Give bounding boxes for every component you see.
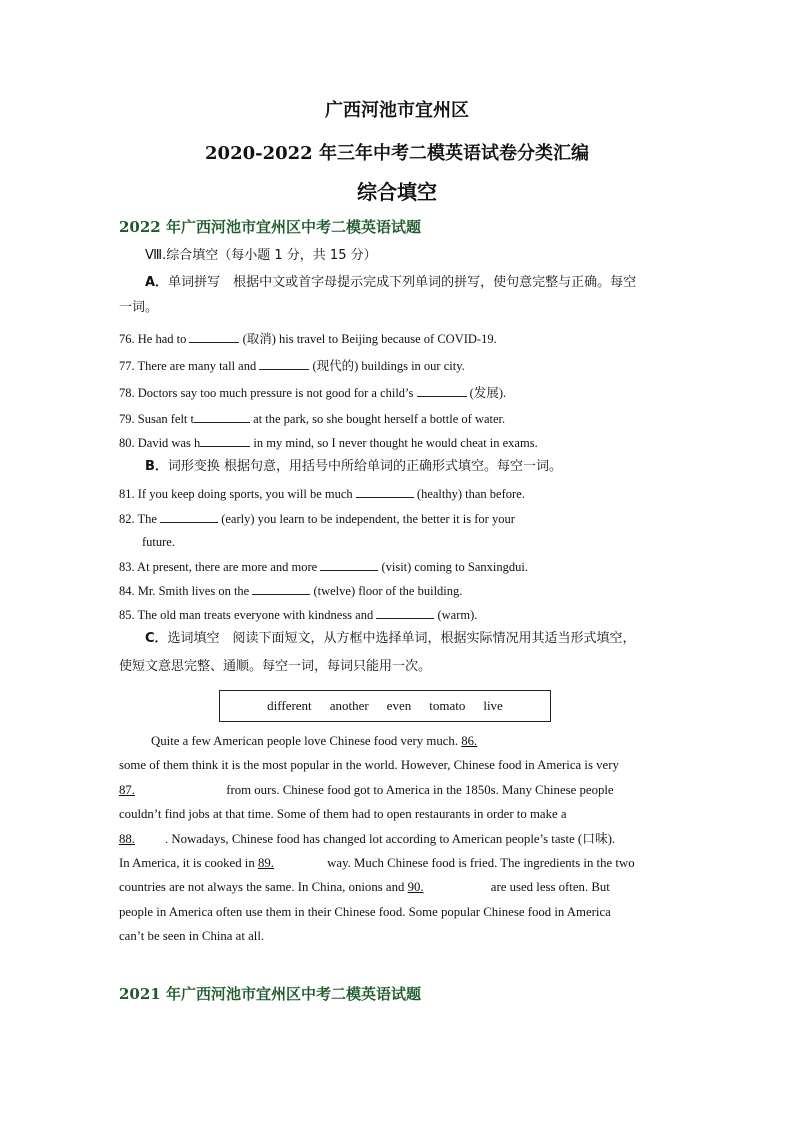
part-b-label: B．	[145, 459, 168, 474]
question-76-text: 76. He had to	[119, 332, 190, 346]
passage-text: countries are not always the same. In China, onions and	[119, 880, 405, 895]
question-80-text: 80. David was h	[119, 436, 201, 450]
answer-blank-90[interactable]: 90.	[407, 880, 424, 895]
word-option: another	[329, 698, 369, 713]
answer-blank-77[interactable]	[259, 357, 309, 370]
question-79	[119, 410, 675, 427]
part-a-instruction	[145, 275, 701, 291]
passage-line: some of them think it is the most popular in the world. However, Chinese food in America is very	[119, 758, 619, 773]
word-option: even	[386, 698, 412, 713]
answer-blank-87[interactable]: 87.	[119, 782, 135, 797]
part-a-instruction-cont: 一词。	[119, 300, 159, 315]
question-81-text-end: (healthy) than before.	[413, 487, 525, 501]
question-79-text-end: at the park, so she bought herself a bottle of water.	[250, 412, 506, 426]
part-label: Ⅷ.综合填空（每小题 1 分，共 15 分）	[145, 248, 377, 263]
part-a-instruction-text: 单词拼写 根据中文或首字母提示完成下列单词的拼写，使句意完整与正确。每空	[168, 275, 637, 290]
answer-blank-86[interactable]: 86.	[461, 734, 478, 748]
doc-title-location: 广西河池市宜州区	[325, 100, 469, 121]
question-82-text-end: (early) you learn to be independent, the better it is for your	[218, 512, 515, 526]
word-option: live	[483, 698, 503, 713]
answer-blank-89[interactable]: 89.	[257, 856, 274, 871]
section-heading-2021: 2021 年广西河池市宜州区中考二模英语试题	[119, 985, 421, 1003]
question-78-text: 78. Doctors say too much pressure is not good for a child’s	[119, 386, 417, 400]
question-78	[119, 384, 675, 401]
question-83	[119, 558, 675, 575]
question-78-text-end: (发展).	[466, 386, 507, 400]
passage-text: In America, it is cooked in	[119, 856, 255, 871]
question-80	[119, 434, 675, 451]
question-85	[119, 606, 675, 623]
question-81-text: 81. If you keep doing sports, you will be much	[119, 487, 356, 501]
doc-title-collection: 2020-2022 年三年中考二模英语试卷分类汇编	[205, 143, 589, 164]
question-84-text-end: (twelve) floor of the building.	[310, 584, 463, 598]
passage-line	[119, 827, 675, 851]
answer-blank-85[interactable]	[376, 606, 434, 619]
question-82	[119, 510, 675, 527]
answer-blank-80[interactable]	[200, 434, 250, 447]
passage-line	[119, 778, 675, 802]
question-81	[119, 485, 675, 502]
part-c-label: C．	[145, 631, 168, 646]
question-84-text: 84. Mr. Smith lives on the	[119, 584, 253, 598]
part-b-instruction	[145, 459, 701, 475]
answer-blank-88[interactable]: 88.	[119, 831, 135, 846]
word-box	[219, 690, 551, 722]
part-c-instruction	[145, 631, 701, 647]
answer-blank-76[interactable]	[189, 330, 239, 343]
question-82-continued: future.	[142, 535, 175, 549]
passage-line: can’t be seen in China at all.	[119, 929, 265, 944]
part-c-instruction-cont: 使短文意思完整、通顺。每空一词，每词只能用一次。	[119, 659, 432, 674]
question-76-text-end: (取消) his travel to Beijing because of COVID-19.	[239, 332, 497, 346]
part-a-label: A．	[145, 275, 169, 290]
passage-text: way. Much Chinese food is fried. The ingredients in the two	[327, 856, 635, 871]
passage-line: couldn’t find jobs at that time. Some of them had to open restaurants in order to make a	[119, 807, 567, 822]
question-77-text: 77. There are many tall and	[119, 359, 260, 373]
question-77-text-end: (现代的) buildings in our city.	[309, 359, 465, 373]
question-76	[119, 330, 675, 347]
answer-blank-83[interactable]	[320, 558, 378, 571]
question-83-text: 83. At present, there are more and more	[119, 560, 321, 574]
word-option: different	[267, 698, 312, 713]
passage-line: people in America often use them in their Chinese food. Some popular Chinese food in America	[119, 904, 611, 919]
reading-passage	[119, 729, 675, 949]
answer-blank-84[interactable]	[252, 582, 310, 595]
passage-line	[119, 851, 675, 875]
passage-line	[119, 729, 675, 753]
question-83-text-end: (visit) coming to Sanxingdui.	[378, 560, 528, 574]
question-85-text: 85. The old man treats everyone with kindness and	[119, 608, 377, 622]
question-77	[119, 357, 675, 374]
passage-line	[119, 875, 675, 899]
passage-text: . Nowadays, Chinese food has changed lot according to American people’s taste (口味).	[165, 831, 616, 846]
answer-blank-82[interactable]	[160, 510, 218, 523]
section-heading-2022: 2022 年广西河池市宜州区中考二模英语试题	[119, 218, 421, 236]
question-80-text-end: in my mind, so I never thought he would cheat in exams.	[250, 436, 538, 450]
answer-blank-81[interactable]	[356, 485, 414, 498]
passage-text: are used less often. But	[490, 880, 610, 895]
answer-blank-79[interactable]	[194, 410, 250, 423]
question-85-text-end: (warm).	[434, 608, 478, 622]
part-b-instruction-text: 词形变换 根据句意，用括号中所给单词的正确形式填空。每空一词。	[167, 459, 563, 474]
passage-text: from ours. Chinese food got to America in the 1850s. Many Chinese people	[226, 782, 614, 797]
part-c-instruction-text: 选词填空 阅读下面短文，从方框中选择单词，根据实际情况用其适当形式填空，	[167, 631, 636, 646]
question-82-text: 82. The	[119, 512, 161, 526]
question-79-text: 79. Susan felt t	[119, 412, 194, 426]
word-option: tomato	[429, 698, 466, 713]
passage-text: Quite a few American people love Chinese food very much.	[151, 734, 459, 748]
question-84	[119, 582, 675, 599]
answer-blank-78[interactable]	[417, 384, 467, 397]
doc-title-topic: 综合填空	[357, 180, 437, 204]
